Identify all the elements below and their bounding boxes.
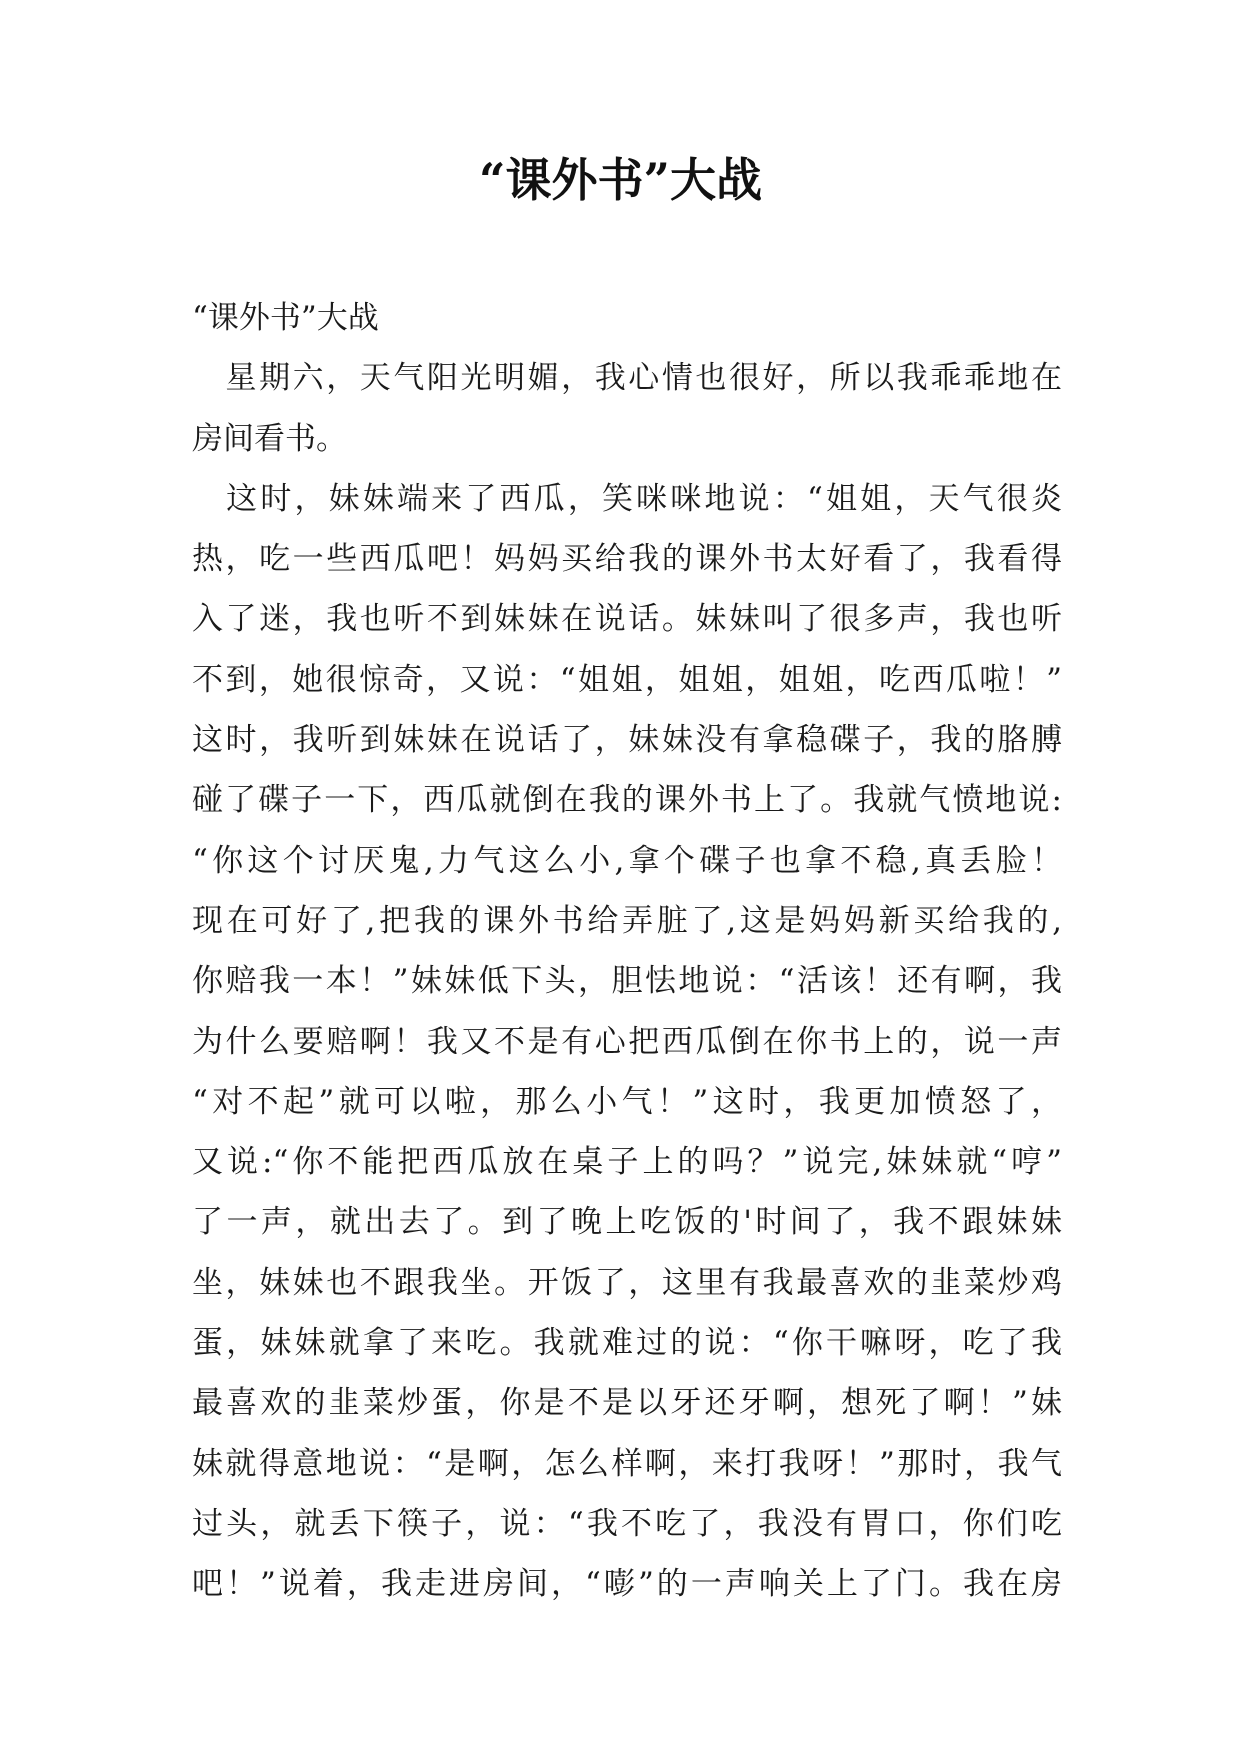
- text-line: 星期六，天气阳光明媚，我心情也很好，所以我乖乖地在: [192, 360, 1062, 397]
- text-line: 又说:“你不能把西瓜放在桌子上的吗？”说完,妹妹就“哼”: [192, 1144, 1062, 1181]
- text-line: “对不起”就可以啦，那么小气！”这时，我更加愤怒了，: [192, 1083, 1062, 1120]
- text-line: 最喜欢的韭菜炒蛋，你是不是以牙还牙啊，想死了啊！”妹: [192, 1385, 1062, 1422]
- document-title: “课外书”大战: [479, 153, 762, 207]
- text-line: 过头，就丢下筷子，说：“我不吃了，我没有胃口，你们吃: [192, 1505, 1062, 1542]
- text-line: 吧！”说着，我走进房间，“嘭”的一声响关上了门。我在房: [192, 1566, 1062, 1603]
- text-line: 蛋，妹妹就拿了来吃。我就难过的说：“你干嘛呀，吃了我: [192, 1325, 1062, 1362]
- text-line: 为什么要赔啊！我又不是有心把西瓜倒在你书上的，说一声: [192, 1023, 1062, 1060]
- text-line: “课外书”大战: [192, 300, 379, 336]
- text-line: 这时，我听到妹妹在说话了，妹妹没有拿稳碟子，我的胳膊: [192, 722, 1062, 759]
- text-line: 了一声，就出去了。到了晚上吃饭的'时间了，我不跟妹妹: [192, 1204, 1062, 1241]
- text-line: 碰了碟子一下，西瓜就倒在我的课外书上了。我就气愤地说:: [192, 782, 1062, 819]
- text-line: 这时，妹妹端来了西瓜，笑咪咪地说：“姐姐，天气很炎: [192, 480, 1062, 517]
- text-line: 入了迷，我也听不到妹妹在说话。妹妹叫了很多声，我也听: [192, 601, 1062, 638]
- text-line: “你这个讨厌鬼,力气这么小,拿个碟子也拿不稳,真丢脸！: [192, 842, 1062, 879]
- text-line: 热，吃一些西瓜吧！妈妈买给我的课外书太好看了，我看得: [192, 541, 1062, 578]
- document-body: [192, 288, 1062, 1615]
- text-line: 坐，妹妹也不跟我坐。开饭了，这里有我最喜欢的韭菜炒鸡: [192, 1264, 1062, 1301]
- text-line: 你赔我一本！”妹妹低下头，胆怯地说：“活该！还有啊，我: [192, 963, 1062, 1000]
- text-line: 妹就得意地说：“是啊，怎么样啊，来打我呀！”那时，我气: [192, 1445, 1062, 1482]
- text-line: 现在可好了,把我的课外书给弄脏了,这是妈妈新买给我的,: [192, 902, 1062, 939]
- text-line: 不到，她很惊奇，又说：“姐姐，姐姐，姐姐，吃西瓜啦！”: [192, 661, 1062, 698]
- text-line: 房间看书。: [192, 420, 347, 457]
